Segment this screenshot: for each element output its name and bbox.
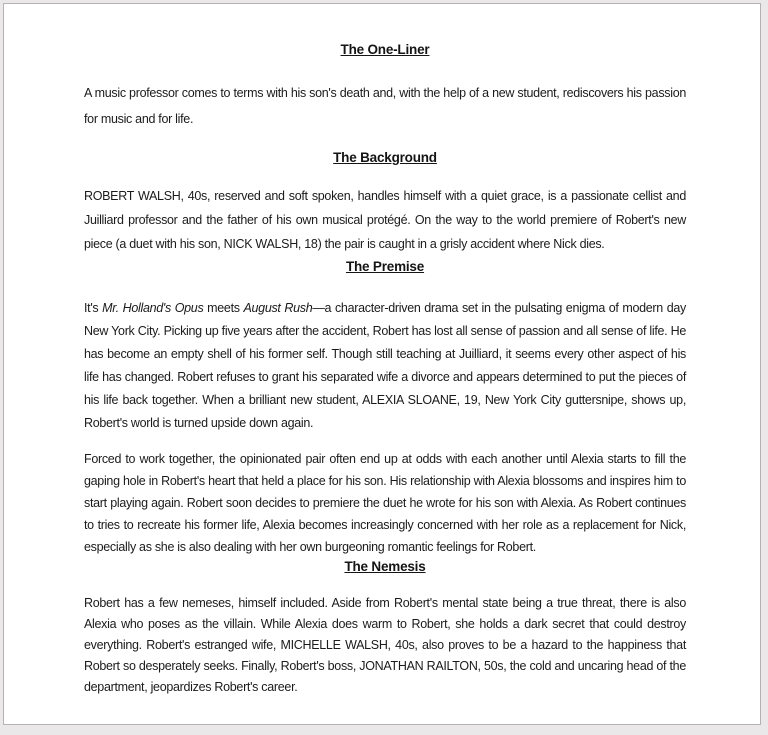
premise-paragraph-1: It's Mr. Holland's Opus meets August Rush—a character-driven drama set in the pulsating enigma of modern day New York City. Picking up five years after the accident, Robert has lost all sense of passion and all sense of life. He has become an empty shell of his former self. Though still teaching at Juilliard, it seems every other aspect of his life has changed. Robert refuses to grant his separated wife a divorce and appears determined to put the pieces of his life back together. When a brilliant new student, ALEXIA SLOANE, 19, New York City guttersnipe, shows up, Robert's world is turned upside down again. — [84, 301, 686, 430]
one-liner-paragraph: A music professor comes to terms with his son's death and, with the help of a new student, rediscovers his passion for music and for life. — [84, 86, 686, 126]
document-content — [4, 4, 760, 698]
nemesis-paragraph: Robert has a few nemeses, himself included. Aside from Robert's mental state being a true threat, there is also Alexia who poses as the villain. While Alexia does warm to Robert, she holds a dark secret that could destroy everything. Robert's estranged wife, MICHELLE WALSH, 40s, also proves to be a hazard to the happiness that Robert so desperately seeks. Finally, Robert's boss, JONATHAN RAILTON, 50s, the cold and uncaring head of the department, jeopardizes Robert's career. — [84, 596, 686, 694]
premise-paragraph-2: Forced to work together, the opinionated pair often end up at odds with each another until Alexia starts to fill the gaping hole in Robert's heart that held a place for his son. His relationship with Alexia blossoms and inspires him to start playing again. Robert soon decides to premiere the duet he wrote for his son with Alexia. As Robert continues to tries to recreate his former life, Alexia becomes increasingly concerned with her role as a replacement for Nick, especially as she is also dealing with her own burgeoning romantic feelings for Robert. — [84, 452, 686, 554]
heading-nemesis: The Nemesis — [344, 559, 426, 574]
heading-premise: The Premise — [345, 259, 425, 274]
document-page — [3, 3, 761, 725]
background-paragraph: ROBERT WALSH, 40s, reserved and soft spoken, handles himself with a quiet grace, is a passionate cellist and Juilliard professor and the father of his own musical protégé. On the way to the world premiere of Robert's new piece (a duet with his son, NICK WALSH, 18) the pair is caught in a grisly accident where Nick dies. — [84, 189, 686, 251]
heading-background: The Background — [333, 150, 437, 165]
heading-one-liner: The One-Liner — [340, 42, 430, 57]
